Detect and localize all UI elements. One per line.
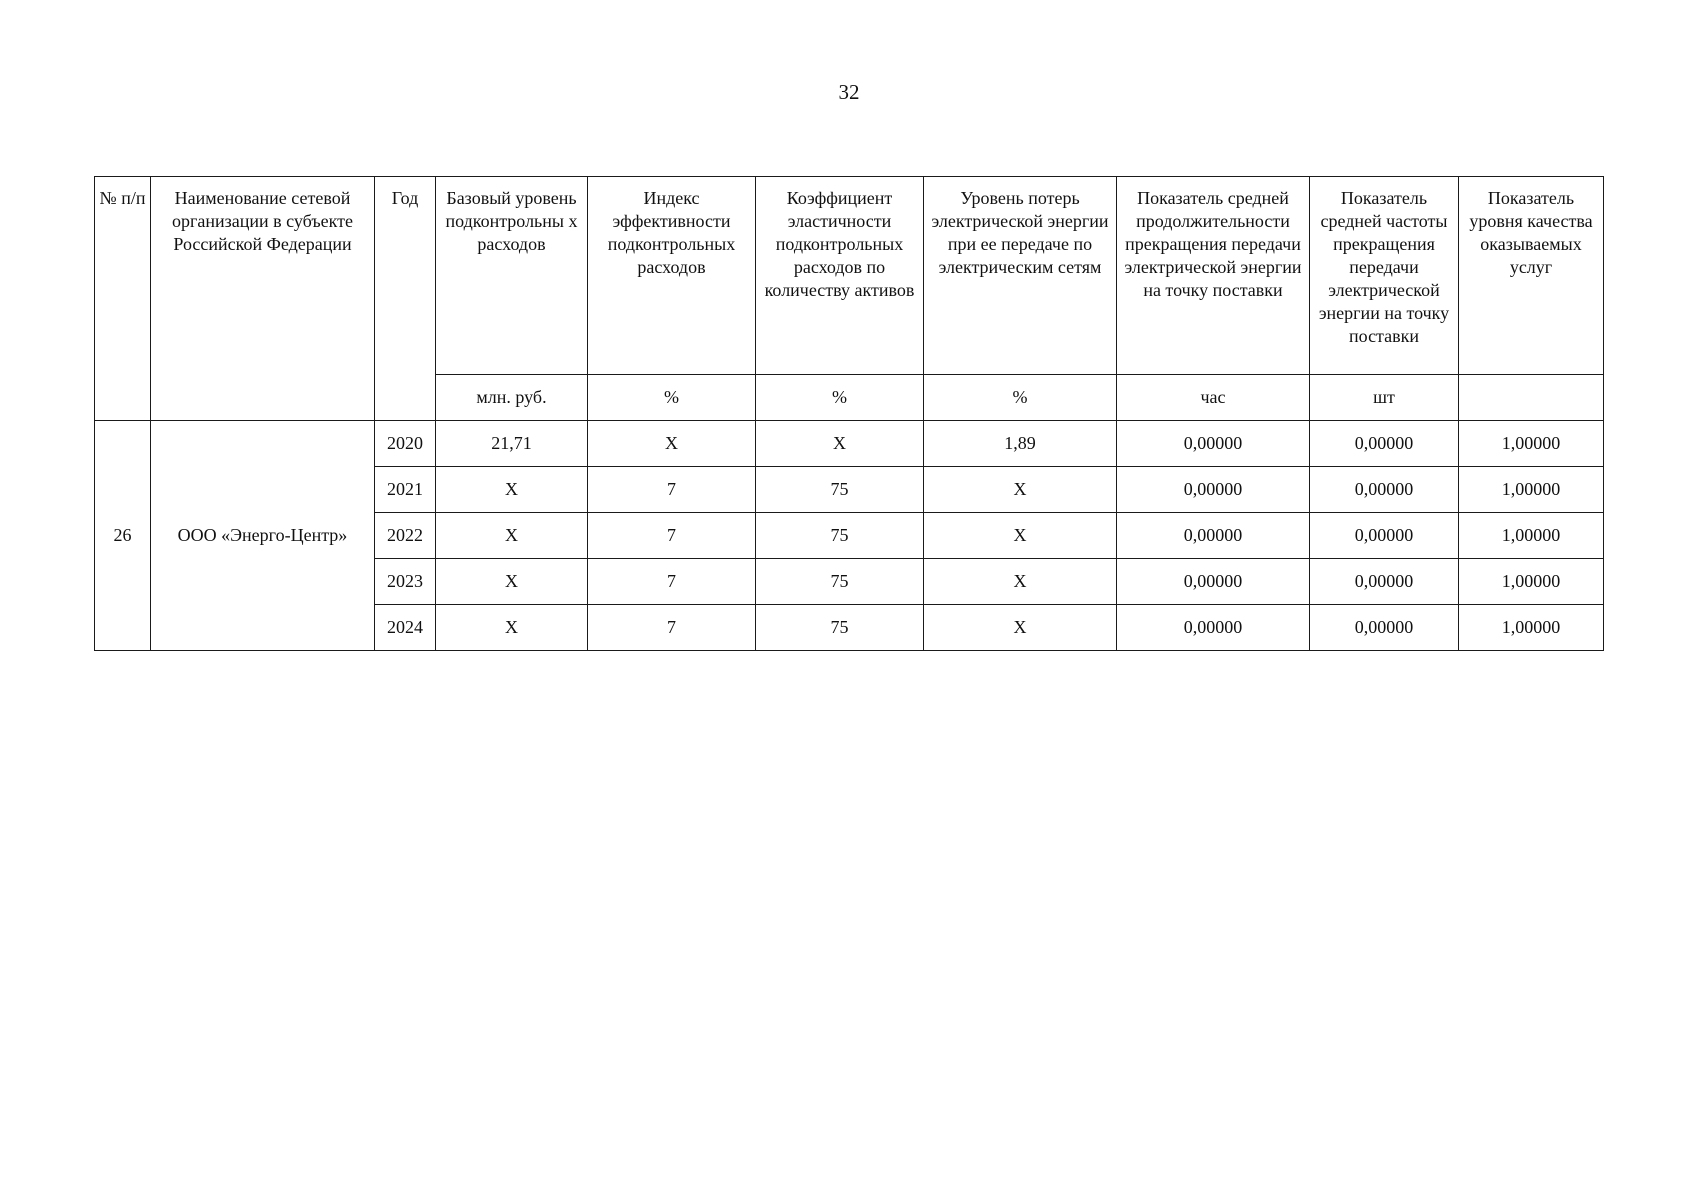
cell-year: 2023 <box>375 559 436 605</box>
header-frequency: Показатель средней частоты прекращения передачи электрической энергии на точку поставки <box>1310 177 1459 375</box>
header-duration: Показатель средней продолжительности прекращения передачи электрической энергии на точку поставки <box>1117 177 1310 375</box>
cell-duration: 0,00000 <box>1117 467 1310 513</box>
indicators-table <box>94 176 1604 651</box>
cell-elasticity: Х <box>756 421 924 467</box>
cell-quality: 1,00000 <box>1459 467 1604 513</box>
cell-base-cost: Х <box>436 605 588 651</box>
cell-duration: 0,00000 <box>1117 421 1310 467</box>
unit-quality <box>1459 375 1604 421</box>
unit-elasticity: % <box>756 375 924 421</box>
cell-quality: 1,00000 <box>1459 421 1604 467</box>
org-number: 26 <box>95 421 151 651</box>
cell-losses: Х <box>924 467 1117 513</box>
table-row <box>95 421 1604 467</box>
header-losses: Уровень потерь электрической энергии при ее передаче по электрическим сетям <box>924 177 1117 375</box>
cell-base-cost: Х <box>436 467 588 513</box>
org-name: ООО «Энерго-Центр» <box>151 421 375 651</box>
cell-frequency: 0,00000 <box>1310 467 1459 513</box>
cell-elasticity: 75 <box>756 513 924 559</box>
cell-base-cost: Х <box>436 513 588 559</box>
cell-frequency: 0,00000 <box>1310 513 1459 559</box>
cell-efficiency-index: Х <box>588 421 756 467</box>
unit-losses: % <box>924 375 1117 421</box>
cell-year: 2024 <box>375 605 436 651</box>
unit-base-cost: млн. руб. <box>436 375 588 421</box>
cell-losses: Х <box>924 513 1117 559</box>
cell-duration: 0,00000 <box>1117 513 1310 559</box>
cell-frequency: 0,00000 <box>1310 605 1459 651</box>
cell-duration: 0,00000 <box>1117 559 1310 605</box>
cell-elasticity: 75 <box>756 467 924 513</box>
header-base-cost: Базовый уровень подконтрольны х расходов <box>436 177 588 375</box>
header-org: Наименование сетевой организации в субъекте Российской Федерации <box>151 177 375 421</box>
cell-frequency: 0,00000 <box>1310 421 1459 467</box>
cell-quality: 1,00000 <box>1459 513 1604 559</box>
cell-quality: 1,00000 <box>1459 559 1604 605</box>
cell-efficiency-index: 7 <box>588 513 756 559</box>
header-num: № п/п <box>95 177 151 421</box>
cell-base-cost: Х <box>436 559 588 605</box>
header-elasticity: Коэффициент эластичности подконтрольных расходов по количеству активов <box>756 177 924 375</box>
cell-duration: 0,00000 <box>1117 605 1310 651</box>
header-year: Год <box>375 177 436 421</box>
page-number: 32 <box>838 80 860 104</box>
unit-frequency: шт <box>1310 375 1459 421</box>
cell-efficiency-index: 7 <box>588 559 756 605</box>
unit-duration: час <box>1117 375 1310 421</box>
unit-efficiency-index: % <box>588 375 756 421</box>
header-row <box>95 177 1604 375</box>
header-quality: Показатель уровня качества оказываемых услуг <box>1459 177 1604 375</box>
cell-base-cost: 21,71 <box>436 421 588 467</box>
header-efficiency-index: Индекс эффективности подконтрольных расходов <box>588 177 756 375</box>
cell-quality: 1,00000 <box>1459 605 1604 651</box>
cell-losses: Х <box>924 559 1117 605</box>
cell-efficiency-index: 7 <box>588 605 756 651</box>
cell-year: 2021 <box>375 467 436 513</box>
cell-losses: Х <box>924 605 1117 651</box>
cell-efficiency-index: 7 <box>588 467 756 513</box>
cell-elasticity: 75 <box>756 605 924 651</box>
cell-year: 2020 <box>375 421 436 467</box>
cell-frequency: 0,00000 <box>1310 559 1459 605</box>
cell-elasticity: 75 <box>756 559 924 605</box>
cell-year: 2022 <box>375 513 436 559</box>
cell-losses: 1,89 <box>924 421 1117 467</box>
